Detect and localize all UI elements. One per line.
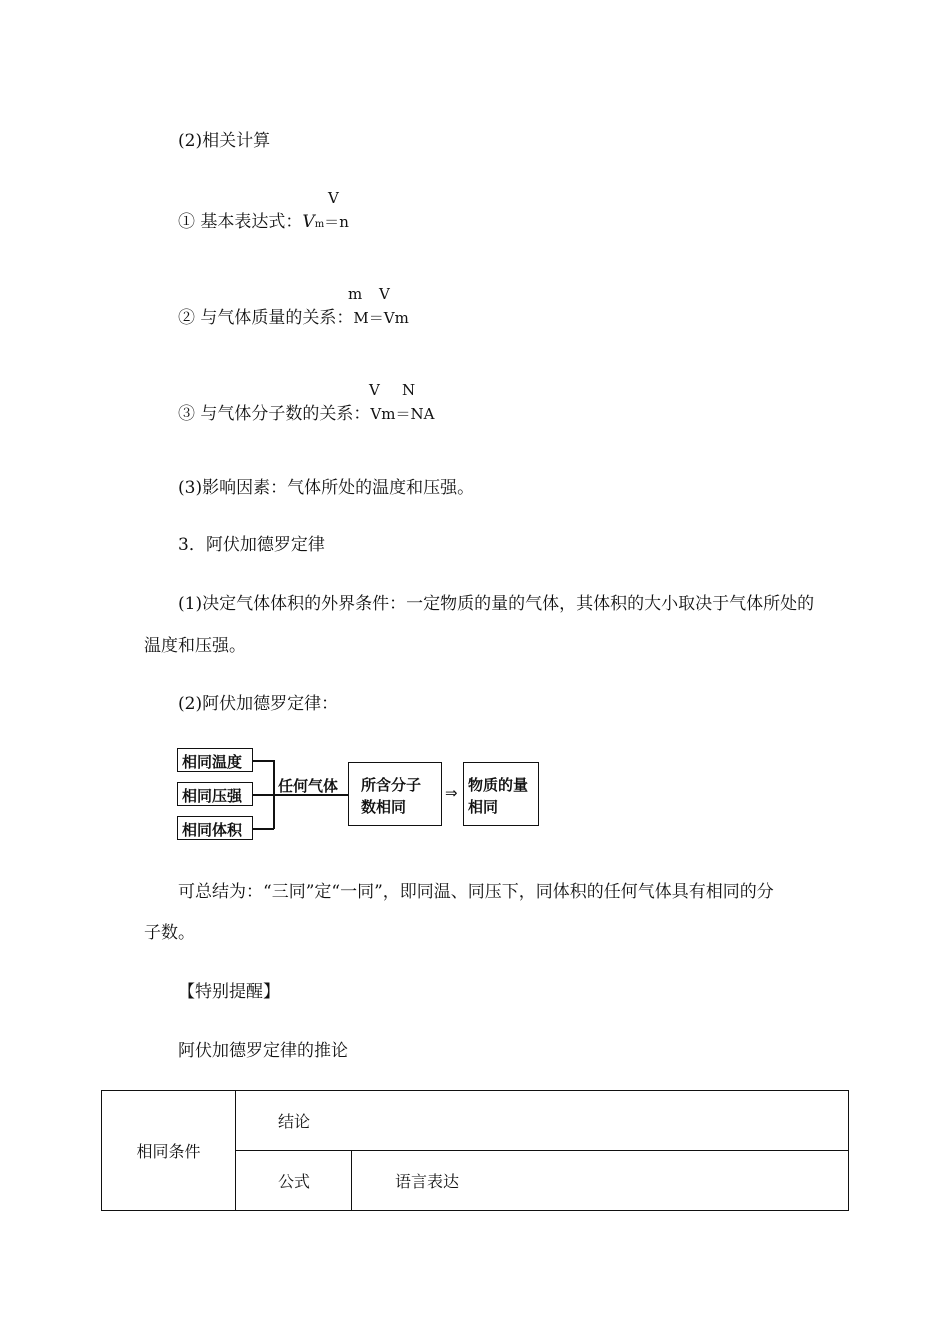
inference-table bbox=[101, 1090, 849, 1211]
table-header-language: 语言表达 bbox=[352, 1151, 849, 1211]
formula2-num2: V bbox=[379, 285, 390, 303]
formula1-denominator: n bbox=[339, 213, 349, 231]
connector-line bbox=[253, 794, 274, 796]
influence-factors: (3)影响因素：气体所处的温度和压强。 bbox=[178, 478, 475, 498]
connector-line bbox=[253, 760, 274, 762]
formula2-row bbox=[178, 303, 409, 328]
special-reminder: 【特别提醒】 bbox=[178, 982, 280, 1002]
heading-avogadro-law: 3．阿伏加德罗定律 bbox=[178, 535, 325, 555]
implies-arrow-icon: ⇒ bbox=[445, 784, 458, 802]
inference-title: 阿伏加德罗定律的推论 bbox=[178, 1041, 348, 1061]
formula1-row bbox=[178, 207, 349, 232]
box-same-amount: 物质的量 相同 bbox=[463, 762, 539, 826]
formula3-row bbox=[178, 399, 434, 424]
formula3-den-line: Vm＝NA bbox=[370, 405, 435, 423]
formula2-label: ② 与气体质量的关系： bbox=[178, 308, 354, 328]
formula2-den-line: M＝Vm bbox=[353, 309, 409, 327]
connector-line bbox=[253, 828, 274, 830]
summary-line1: 可总结为：“三同”定“一同”，即同温、同压下，同体积的任何气体具有相同的分 bbox=[178, 882, 774, 902]
formula1-lhs: V bbox=[302, 212, 315, 232]
formula1-eq: ＝ bbox=[324, 213, 340, 231]
avogadro-law-subtitle: (2)阿伏加德罗定律： bbox=[178, 694, 339, 714]
condition-box-temperature: 相同温度 bbox=[177, 748, 253, 772]
formula3-num1: V bbox=[369, 381, 380, 399]
formula3-num2: N bbox=[402, 381, 416, 399]
summary-line2: 子数。 bbox=[144, 923, 195, 943]
table-header-formula: 公式 bbox=[236, 1151, 352, 1211]
table-header-conclusion: 结论 bbox=[236, 1091, 849, 1151]
condition-box-volume: 相同体积 bbox=[177, 816, 253, 840]
paragraph-conditions-line1: (1)决定气体体积的外界条件：一定物质的量的气体，其体积的大小取决于气体所处的 bbox=[178, 594, 815, 614]
condition-box-pressure: 相同压强 bbox=[177, 782, 253, 806]
paragraph-conditions-line2: 温度和压强。 bbox=[144, 636, 246, 656]
formula1-numerator: V bbox=[328, 189, 339, 207]
box-same-molecule-count: 所含分子 数相同 bbox=[348, 762, 442, 826]
table-header-condition: 相同条件 bbox=[102, 1091, 236, 1211]
formula1-label: ① 基本表达式： bbox=[178, 212, 303, 232]
any-gas-label: 任何气体 bbox=[278, 777, 339, 795]
formula3-label: ③ 与气体分子数的关系： bbox=[178, 404, 371, 424]
formula2-num1: m bbox=[348, 285, 363, 303]
formula1-lhs-subscript: m bbox=[314, 219, 325, 230]
section-title-calculation: (2)相关计算 bbox=[178, 131, 271, 151]
